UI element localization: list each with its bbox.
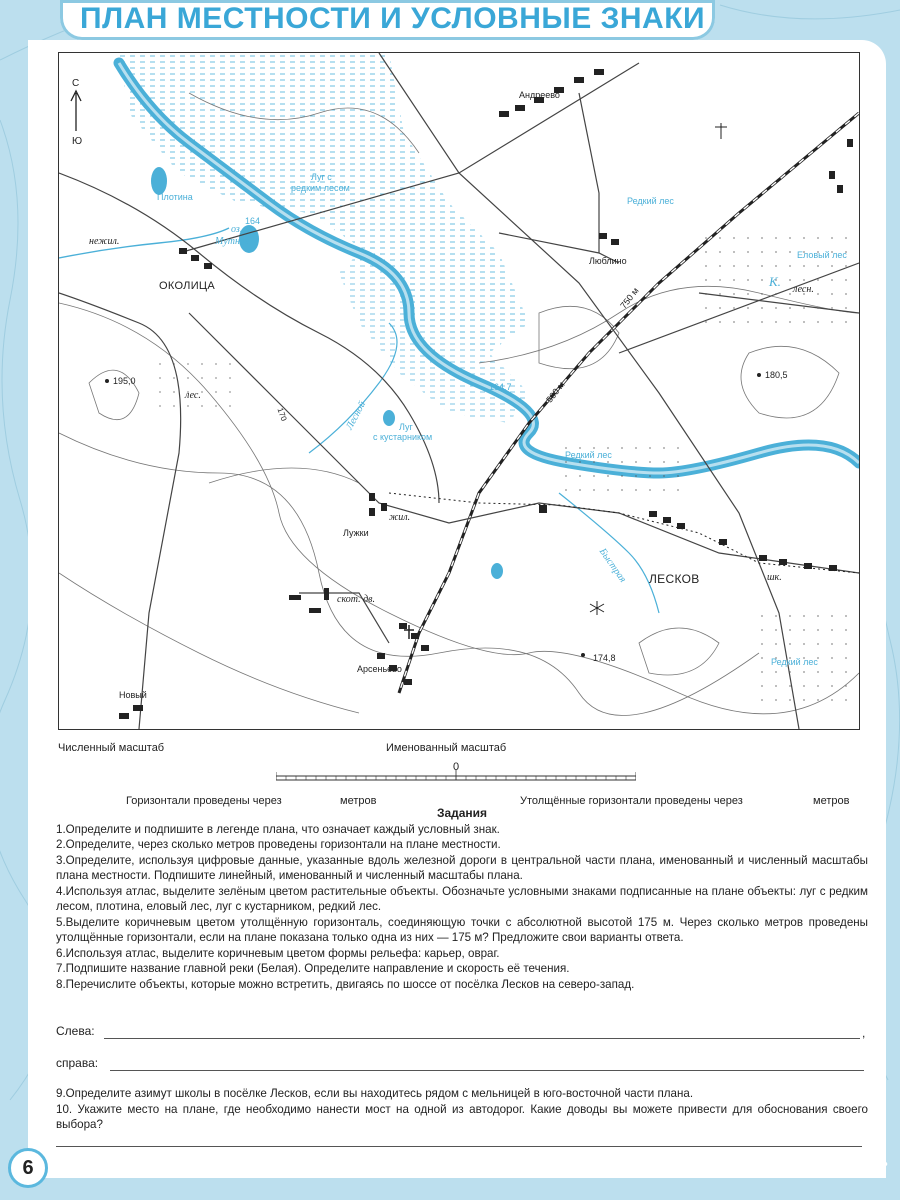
terrain-plan-map (58, 52, 860, 730)
thick-contours-unit-label: метров (813, 795, 850, 807)
page-number: 6 (8, 1148, 48, 1188)
stream-lesnoy-label: Лесной (344, 399, 369, 432)
forest-les-label: лес. (185, 390, 201, 401)
answer-right-label: справа: (56, 1056, 99, 1070)
numeric-scale-label: Численный масштаб (58, 742, 165, 754)
answer-left-label: Слева: (56, 1024, 95, 1038)
rail-500-label: 500 м (544, 379, 567, 405)
task-item: 1.Определите и подпишите в легенде плана, что означает каждый условный знак. (56, 822, 500, 836)
meadow-sparse-label-2: редким лесом (291, 183, 350, 193)
page-title: ПЛАН МЕСТНОСТИ И УСЛОВНЫЕ ЗНАКИ (80, 2, 706, 35)
thick-contours-interval-label: Утолщённые горизонтали проведены через (520, 795, 743, 807)
scale-zero-label: 0 (453, 761, 460, 773)
task-item: 8.Перечислите объекты, которые можно встретить, двигаясь по шоссе от посёлка Лесков на северо-запад. (56, 977, 635, 991)
village-lyublino-label: Люблино (589, 256, 627, 266)
tasks-block-2 (56, 1086, 868, 1133)
sparse-forest-label-1: Редкий лес (627, 196, 674, 206)
lake-name-label: оз. (231, 224, 243, 235)
north-arrow (71, 91, 81, 131)
rail-750-label: 750 м (618, 285, 641, 311)
radio-tower-symbol (715, 123, 727, 139)
task-item: 2.Определите, через сколько метров проведены горизонтали на плане местности. (56, 838, 501, 851)
task-item: 6.Используя атлас, выделите коричневым цветом формы рельефа: карьер, овраг. (56, 946, 500, 960)
height-174-8-label: 174,8 (593, 653, 616, 663)
answer-left-comma: , (862, 1026, 866, 1040)
dam-label: Плотина (157, 192, 193, 202)
linear-scale-bar (276, 770, 636, 782)
village-luzhki-label: Лужки (343, 528, 369, 538)
answer-task-10-field[interactable] (56, 1146, 862, 1147)
lake-level-label: 164 (245, 216, 261, 226)
answer-left-field[interactable] (104, 1038, 860, 1039)
meadow-bush-label: Луг (399, 422, 413, 432)
meadow-sparse-label: Луг с (311, 172, 332, 182)
village-andreevo-label: Андреево (519, 90, 560, 100)
map-drawing (59, 53, 859, 729)
village-leskov-label: ЛЕСКОВ (649, 572, 700, 586)
contours-interval-label: Горизонтали проведены через (126, 795, 282, 807)
tasks-heading: Задания (436, 806, 488, 820)
height-164-7-label: 164,7 (489, 382, 512, 392)
school-label: шк. (767, 572, 782, 583)
west-stream (59, 228, 229, 258)
task-item: 4.Используя атлас, выделите зелёным цветом растительные объекты. Обозначьте условными знаками подписанные на плане объекты: луг с редким лесом, плотина, еловый лес, луг с кустарником, редкий лес. (56, 884, 868, 913)
spruce-forest-label: Еловый лес (797, 250, 847, 260)
village-arsenevo-label: Арсеньево (357, 664, 402, 674)
task-item: 9.Определите азимут школы в посёлке Лесков, если вы находитесь рядом с мельницей в юго-восточной части плана. (56, 1087, 694, 1100)
river-bystraya-label: Быстрая (596, 546, 629, 585)
height-195-label: 195,0 (113, 376, 136, 386)
forester-k-label: К. (769, 274, 781, 289)
forester-label: лесн. (793, 284, 814, 295)
village-okolitsa-label: ОКОЛИЦА (159, 280, 215, 292)
contour-170-label: 170 (275, 406, 289, 423)
task-item: 7.Подпишите название главной реки (Белая). Определите направление и скорость её течения. (56, 962, 570, 975)
contours-unit-label: метров (340, 795, 377, 807)
highway (389, 493, 859, 573)
meadow-bush-label-2: с кустарником (373, 432, 433, 442)
mill-symbol (590, 601, 604, 615)
compass-north-label: С (72, 78, 80, 89)
task-item: 3.Определите, используя цифровые данные, указанные вдоль железной дороги в центральной части плана, именованный и численный масштабы плана местности. Подпишите линейный, именованный и численный масштабы плана. (56, 853, 868, 882)
compass-south-label: Ю (72, 136, 83, 147)
sparse-forest-label-3: Редкий лес (771, 657, 818, 667)
height-180-label: 180,5 (765, 370, 788, 380)
task-item: 5.Выделите коричневым цветом утолщённую горизонталь, соединяющую точки с абсолютной высотой 175 м. Через сколько метров проведены утолщённые горизонтали, если на плане показана только одна из них — 175 м? Предложите свои варианты ответа. (56, 915, 868, 944)
bottom-decoration (50, 1160, 888, 1168)
nezhil-label: нежил. (89, 236, 120, 247)
named-scale-label: Именованный масштаб (386, 742, 507, 754)
village-noviy-label: Новый (119, 690, 147, 700)
cattle-yard-label: скот. дв. (337, 594, 375, 605)
zhil-label: жил. (389, 512, 411, 523)
lake-name-2-label: Мутное (215, 236, 250, 247)
answer-right-field[interactable] (110, 1070, 864, 1071)
task-item: 10. Укажите место на плане, где необходимо нанести мост на одной из автодорог. Какие доводы вы можете привести для обоснования своего выбора? (56, 1102, 868, 1131)
tasks-block (56, 806, 868, 992)
sparse-forest-label-2: Редкий лес (565, 450, 612, 460)
marsh-area-north (119, 53, 529, 353)
